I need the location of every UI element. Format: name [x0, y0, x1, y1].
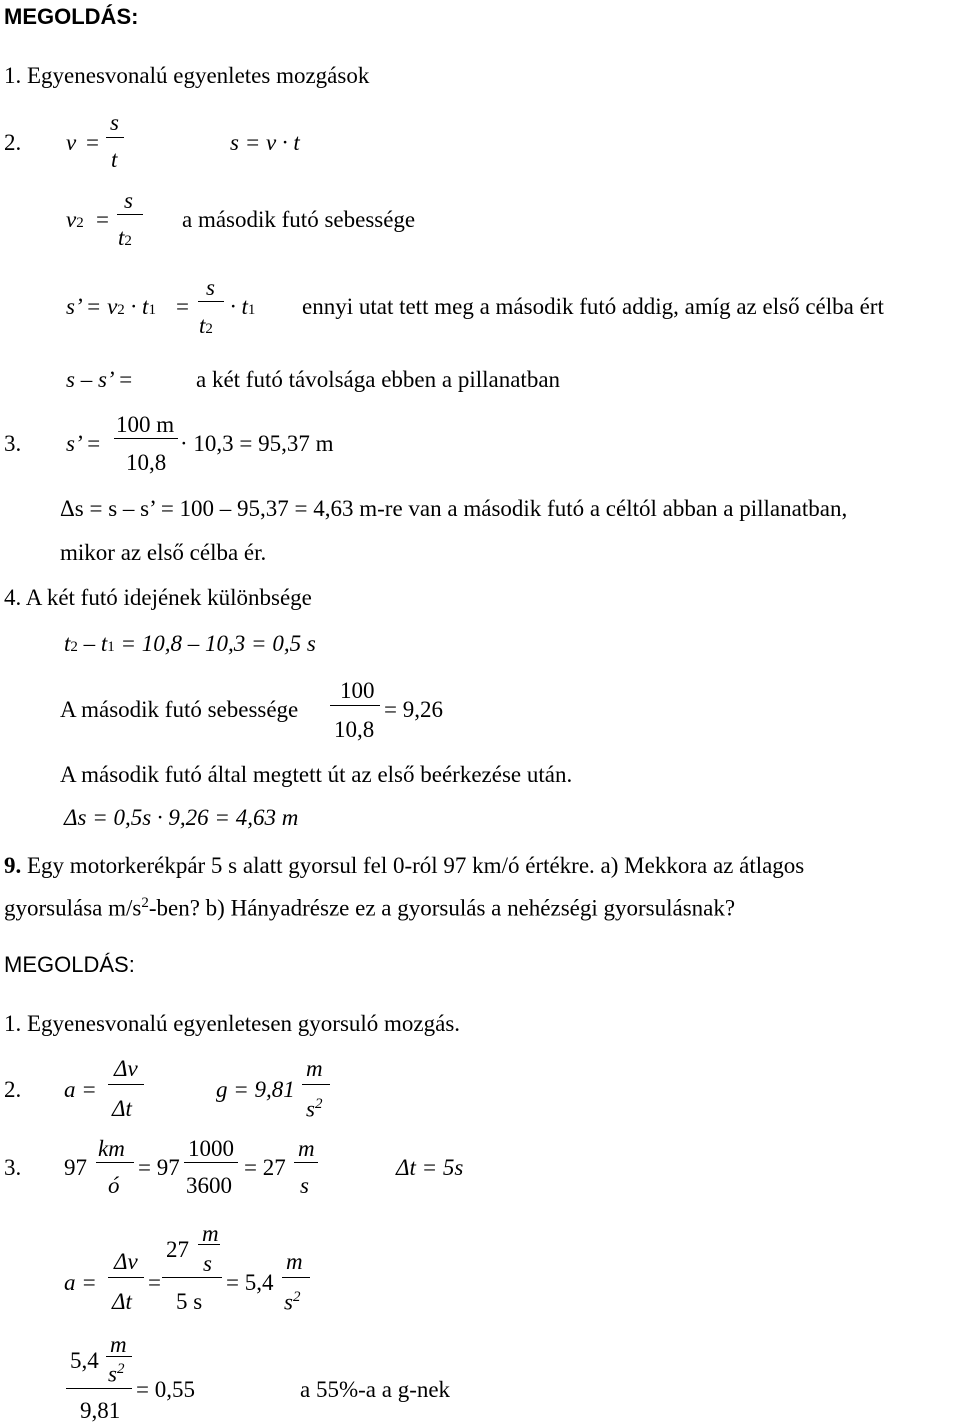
equals-sign: =	[148, 1270, 161, 1295]
item-3-number: 3.	[4, 431, 22, 456]
unit-numerator: m	[110, 1332, 127, 1357]
unit-numerator: m	[202, 1221, 219, 1246]
difference-description: a két futó távolsága ebben a pillanatban	[196, 367, 561, 392]
fraction-numerator: s	[206, 275, 215, 300]
fraction-bar	[162, 1277, 222, 1278]
fraction-bar	[184, 1162, 238, 1163]
s-prime-lhs: s’ =	[66, 431, 102, 456]
fraction-bar	[114, 438, 178, 439]
fraction-bar	[117, 214, 143, 215]
solution-item-3-number: 3.	[4, 1155, 22, 1180]
second-runner-speed-label: A második futó sebessége	[60, 697, 299, 722]
fraction-denominator: t	[111, 147, 118, 172]
fraction-bar	[106, 1356, 132, 1357]
gravity-value: g = 9,81	[216, 1077, 295, 1102]
equals-sign: =	[176, 294, 189, 319]
equals-27: = 27	[244, 1155, 286, 1180]
fraction-bar	[294, 1162, 318, 1163]
fraction-bar	[302, 1084, 330, 1085]
delta-s-line: Δs = s – s’ = 100 – 95,37 = 4,63 m-re van a második futó a céltól abban a pillanatban,	[60, 496, 848, 521]
question-9: 9. Egy motorkerékpár 5 s alatt gyorsul fel 0-ról 97 km/ó értékre. a) Mekkora az átlagos	[4, 853, 805, 878]
equals-sign: =	[86, 130, 99, 155]
v2-description: a második futó sebessége	[182, 207, 416, 232]
unit-denominator: s	[203, 1251, 212, 1276]
speed-value: 97	[64, 1155, 87, 1180]
fraction-bar	[96, 1162, 134, 1163]
solution-heading-2: MEGOLDÁS:	[4, 952, 135, 977]
fraction-numerator: s	[124, 188, 133, 213]
delta-s-line-continued: mikor az első célba ér.	[60, 540, 267, 565]
delta-t-value: Δt = 5s	[396, 1155, 464, 1180]
item-4-text: 4. A két futó idejének különbsége	[4, 585, 312, 610]
question-9-continued: gyorsulása $m/s^2$-ben? b) Hányadrésze ez a gyorsulás a nehézségi gyorsulásnak?	[4, 895, 736, 921]
unit-numerator: m	[306, 1056, 323, 1081]
acceleration-lhs: a =	[64, 1077, 97, 1102]
fraction-bar	[282, 1277, 310, 1278]
difference-expression: s – s’ =	[66, 367, 134, 392]
fraction-bar	[66, 1388, 132, 1389]
time-difference: t2 – t1 = 10,8 – 10,3 = 0,5 s	[64, 631, 316, 656]
equals-sign: =	[96, 207, 109, 232]
numerator-value: 27	[166, 1237, 189, 1262]
fraction-numerator: s	[110, 110, 119, 135]
solution-heading-1: MEGOLDÁS:	[4, 4, 139, 29]
s-prime-expression: s’ = v2 · t1	[66, 294, 156, 319]
fraction-numerator: 100	[340, 678, 375, 703]
unit-numerator: m	[286, 1249, 303, 1274]
fraction-bar	[108, 1084, 144, 1085]
solution-item-1: 1. Egyenesvonalú egyenletesen gyorsuló mozgás.	[4, 1011, 461, 1036]
s-prime-result: · 10,3 = 95,37 m	[180, 431, 334, 456]
times-t1: · t1	[230, 294, 256, 319]
velocity-symbol: v	[66, 130, 77, 155]
fraction-denominator: 3600	[186, 1173, 232, 1198]
s-prime-description: ennyi utat tett meg a második futó addig, amíg az első célba ért	[302, 294, 884, 319]
unit-numerator: m	[298, 1136, 315, 1161]
fraction-denominator: 10,8	[334, 717, 375, 742]
item-2-number: 2.	[4, 130, 22, 155]
unit-denominator: $s^2$	[108, 1361, 125, 1387]
equals-97: = 97	[138, 1155, 180, 1180]
item-1-text: 1. Egyenesvonalú egyenletes mozgások	[4, 63, 370, 88]
fraction-denominator: Δt	[112, 1289, 132, 1314]
delta-s-result: Δs = 0,5s · 9,26 = 4,63 m	[64, 805, 299, 830]
fraction-bar	[198, 301, 224, 302]
fraction-numerator: Δv	[114, 1056, 138, 1081]
v2-symbol: v2	[66, 207, 84, 232]
fraction-numerator: 100 m	[116, 412, 175, 437]
fraction-denominator: 9,81	[80, 1398, 121, 1423]
fraction-numerator: 1000	[188, 1136, 234, 1161]
fraction-denominator: t2	[118, 225, 132, 250]
fraction-denominator: t2	[199, 313, 213, 338]
distance-formula: s = v · t	[230, 130, 300, 155]
solution-item-2-number: 2.	[4, 1077, 22, 1102]
acceleration-lhs: a =	[64, 1270, 97, 1295]
fraction-denominator: Δt	[112, 1096, 132, 1121]
fraction-denominator: 10,8	[126, 450, 167, 475]
unit-denominator: s	[300, 1173, 309, 1198]
acceleration-result: = 5,4	[226, 1270, 274, 1295]
unit-denominator: $s^2$	[284, 1289, 301, 1315]
second-runner-speed-value: = 9,26	[384, 697, 443, 722]
fraction-bar	[106, 137, 124, 138]
ratio-description: a 55%-a a g-nek	[300, 1377, 451, 1402]
fraction-bar	[198, 1244, 220, 1245]
numerator-value: 5,4	[70, 1348, 99, 1373]
fraction-denominator: 5 s	[176, 1289, 203, 1314]
unit-denominator: ó	[108, 1173, 120, 1198]
ratio-result: = 0,55	[136, 1377, 195, 1402]
path-description: A második futó által megtett út az első beérkezése után.	[60, 762, 573, 787]
fraction-bar	[108, 1277, 144, 1278]
fraction-bar	[330, 705, 380, 706]
unit-denominator: $s^2$	[306, 1096, 323, 1122]
fraction-numerator: Δv	[114, 1249, 138, 1274]
unit-numerator: km	[98, 1136, 125, 1161]
